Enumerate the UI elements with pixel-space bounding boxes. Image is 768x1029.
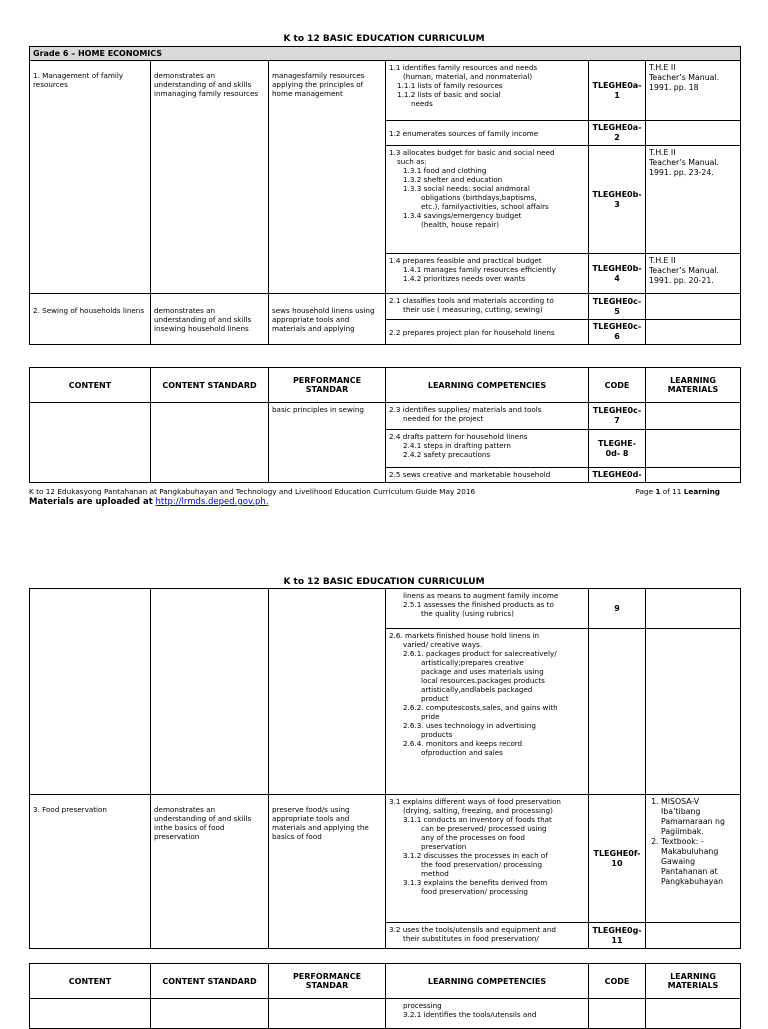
competency-cell: 2.2 prepares project plan for household linens (386, 320, 589, 345)
competency-cell (386, 146, 589, 254)
competency-line: 2.6. markets finished house hold linens in (389, 631, 540, 640)
page-of: of 11 (662, 487, 682, 496)
code-cell (589, 629, 646, 795)
materials-item: 1. MISOSA-V Iba’tibang Pamamaraan ng Pagiimbak. (661, 797, 737, 837)
code-cell: TLEGHE0a-1 (589, 61, 646, 121)
code-cell: TLEGHE-0d- 8 (589, 430, 646, 468)
competency-line: 2.1 classifies tools and materials according to (389, 296, 554, 305)
competency-line: 3.1.2 discusses the processes in each of (403, 851, 548, 860)
materials-cell (646, 629, 741, 795)
code-cell: 9 (589, 589, 646, 629)
competency-line: can be preserved/ processed using (421, 824, 547, 833)
competency-cell: 1.2 enumerates sources of family income (386, 121, 589, 146)
competency-line: 3.1.1 conducts an inventory of foods that (403, 815, 552, 824)
page-label: Page (635, 487, 654, 496)
code-cell: TLEGHE0b-3 (589, 146, 646, 254)
materials-cell (646, 923, 741, 949)
competency-line: 2.6.1. packages product for salecreatively/ (403, 649, 557, 658)
competency-line: 2.4.1 steps in drafting pattern (403, 441, 511, 450)
competency-cell (386, 795, 589, 923)
competency-line: linens as means to augment family income (403, 591, 559, 600)
materials-line: Teacher’s Manual. 1991. pp. 23-24. (649, 158, 720, 177)
table-row (30, 294, 741, 320)
competency-line: processing (403, 1001, 442, 1010)
header-learning-competencies: LEARNING COMPETENCIES (386, 368, 589, 403)
materials-cell (646, 61, 741, 121)
materials-cell (646, 254, 741, 294)
competency-line: (drying, salting, freezing, and processing) (403, 806, 553, 815)
curriculum-table-1 (29, 46, 741, 345)
competency-line: 1.3 allocates budget for basic and social need (389, 148, 555, 157)
competency-cell (386, 923, 589, 949)
performance-standard-cell: basic principles in sewing (269, 403, 386, 483)
competency-line: the quality (using rubrics) (421, 609, 514, 618)
competency-line: 1.3.3 social needs: social andmoral (403, 184, 530, 193)
competency-cell (386, 629, 589, 795)
competency-cell: 2.5 sews creative and marketable household (386, 468, 589, 483)
materials-line: Teacher’s Manual. 1991. pp. 20-21. (649, 266, 720, 285)
header-content: CONTENT (30, 964, 151, 999)
competency-line: needs (411, 99, 433, 108)
header-learning-competencies: LEARNING COMPETENCIES (386, 964, 589, 999)
code-cell: TLEGHE0d- (589, 468, 646, 483)
competency-line: 2.4 drafts pattern for household linens (389, 432, 528, 441)
performance-standard-cell: managesfamily resources applying the principles of home management (269, 61, 386, 294)
competency-line: 2.4.2 safety precautions (403, 450, 491, 459)
competency-line: such as: (397, 157, 427, 166)
competency-line: needed for the project (403, 414, 484, 423)
competency-line: ofproduction and sales (421, 748, 503, 757)
materials-cell (646, 403, 741, 430)
table-row (30, 61, 741, 121)
table-row (30, 403, 741, 430)
table-row (30, 795, 741, 923)
column-header-row (30, 964, 741, 999)
materials-cell (646, 589, 741, 629)
materials-cell (646, 320, 741, 345)
materials-cell (646, 430, 741, 468)
competency-line: 1.3.1 food and clothing (403, 166, 487, 175)
competency-line: 1.3.4 savings/emergency budget (403, 211, 522, 220)
code-cell: TLEGHE0c-7 (589, 403, 646, 430)
content-cell: 3. Food preservation (30, 795, 151, 949)
page-footer (29, 487, 740, 507)
performance-standard-cell (269, 589, 386, 795)
content-standard-cell (151, 999, 269, 1029)
competency-line: local resources.packages products (421, 676, 545, 685)
curriculum-table-3 (29, 588, 741, 949)
competency-line: 1.1.2 lists of basic and social (397, 90, 501, 99)
code-cell: TLEGHE0g-11 (589, 923, 646, 949)
lrmds-link[interactable]: http://lrmds.deped.gov.ph. (155, 497, 269, 507)
competency-line: 1.3.2 shelter and education (403, 175, 503, 184)
competency-line: package and uses materials using (421, 667, 544, 676)
performance-standard-cell: preserve food/s using appropriate tools and materials and applying the basics of food (269, 795, 386, 949)
materials-cell (646, 999, 741, 1029)
competency-cell (386, 254, 589, 294)
content-cell: 1. Management of family resources (30, 61, 151, 294)
materials-item: 2. Textbook: -Makabuluhang Gawaing Pantahanan at Pangkabuhayan (661, 837, 737, 887)
materials-line: T.H.E II (649, 256, 676, 265)
content-cell: 2. Sewing of households linens (30, 294, 151, 345)
competency-line: 3.2 uses the tools/utensils and equipment and (389, 925, 556, 934)
content-standard-cell: demonstrates an understanding of and skills inmanaging family resources (151, 61, 269, 294)
competency-line: 1.4 prepares feasible and practical budget (389, 256, 542, 265)
code-cell: TLEGHE0a-2 (589, 121, 646, 146)
header-code: CODE (589, 964, 646, 999)
grade-header: Grade 6 – HOME ECONOMICS (30, 47, 741, 61)
header-learning-materials: LEARNING MATERIALS (646, 964, 741, 999)
competency-line: 2.6.3. uses technology in advertising (403, 721, 536, 730)
competency-line: 2.3 identifies supplies/ materials and tools (389, 405, 542, 414)
competency-line: method (421, 869, 449, 878)
competency-cell (386, 61, 589, 121)
table-row (30, 999, 741, 1029)
header-code: CODE (589, 368, 646, 403)
materials-line: Teacher’s Manual. 1991. pp. 18 (649, 73, 720, 92)
competency-line: 3.1 explains different ways of food preservation (389, 797, 561, 806)
header-learning-materials: LEARNING MATERIALS (646, 368, 741, 403)
content-standard-cell (151, 589, 269, 795)
materials-cell (646, 795, 741, 923)
competency-line: food preservation/ processing (421, 887, 528, 896)
header-performance-standard: PERFORMANCE STANDAR (269, 368, 386, 403)
competency-line: preservation (421, 842, 467, 851)
competency-line: 1.4.2 prioritizes needs over wants (403, 274, 526, 283)
footer-text: K to 12 Edukasyong Pantahanan at Pangkabuhayan and Technology and Livelihood Education Curriculum Guide May 2016 (29, 487, 476, 496)
content-cell (30, 403, 151, 483)
code-cell: TLEGHE0b-4 (589, 254, 646, 294)
competency-line: pride (421, 712, 440, 721)
page-number: 1 (655, 487, 661, 496)
competency-cell (386, 589, 589, 629)
performance-standard-cell: sews household linens using appropriate tools and materials and applying (269, 294, 386, 345)
competency-line: 2.6.4. monitors and keeps record (403, 739, 523, 748)
competency-line: artistically,andlabels packaged (421, 685, 533, 694)
competency-line: 1.1.1 lists of family resources (397, 81, 503, 90)
footer-materials-text: Materials are uploaded at (29, 497, 153, 507)
competency-cell (386, 294, 589, 320)
competency-line: 1.4.1 manages family resources efficiently (403, 265, 556, 274)
competency-line: 3.2.1 identifies the tools/utensils and (403, 1010, 537, 1019)
competency-line: 3.1.3 explains the benefits derived from (403, 878, 548, 887)
competency-line: artistically;prepares creative (421, 658, 524, 667)
competency-line: their use ( measuring, cutting, sewing) (403, 305, 543, 314)
content-cell (30, 999, 151, 1029)
competency-line: products (421, 730, 453, 739)
competency-line: (health, house repair) (421, 220, 500, 229)
table-row (30, 589, 741, 629)
footer-learning: Learning (683, 487, 720, 496)
materials-cell (646, 121, 741, 146)
page-title: K to 12 BASIC EDUCATION CURRICULUM (283, 34, 485, 44)
competency-line: obligations (birthdays,baptisms, (421, 193, 537, 202)
competency-line: any of the processes on food (421, 833, 525, 842)
content-standard-cell: demonstrates an understanding of and skills inthe basics of food preservation (151, 795, 269, 949)
code-cell: TLEGHE0c-5 (589, 294, 646, 320)
content-cell (30, 589, 151, 795)
competency-cell (386, 430, 589, 468)
curriculum-table-4 (29, 963, 741, 1029)
competency-line: 2.5.1 assesses the finished products as to (403, 600, 554, 609)
materials-line: T.H.E II (649, 63, 676, 72)
grade-header-row (30, 47, 741, 61)
competency-cell (386, 999, 589, 1029)
materials-cell (646, 146, 741, 254)
competency-line: product (421, 694, 449, 703)
materials-list (649, 797, 737, 887)
materials-line: T.H.E II (649, 148, 676, 157)
header-content: CONTENT (30, 368, 151, 403)
column-header-row (30, 368, 741, 403)
code-cell: TLEGHE0f-10 (589, 795, 646, 923)
content-standard-cell: demonstrates an understanding of and skills insewing household linens (151, 294, 269, 345)
performance-standard-cell (269, 999, 386, 1029)
competency-cell (386, 403, 589, 430)
header-content-standard: CONTENT STANDARD (151, 368, 269, 403)
competency-line: 1.1 identifies family resources and needs (389, 63, 538, 72)
materials-cell (646, 294, 741, 320)
competency-line: the food preservation/ processing (421, 860, 543, 869)
page-title: K to 12 BASIC EDUCATION CURRICULUM (283, 577, 485, 587)
competency-line: their substitutes in food preservation/ (403, 934, 539, 943)
competency-line: 2.6.2. computescosts,sales, and gains with (403, 703, 558, 712)
materials-cell (646, 468, 741, 483)
competency-line: (human, material, and nonmaterial) (403, 72, 533, 81)
code-cell (589, 999, 646, 1029)
header-performance-standard: PERFORMANCE STANDAR (269, 964, 386, 999)
content-standard-cell (151, 403, 269, 483)
competency-line: varied/ creative ways. (403, 640, 483, 649)
code-cell: TLEGHE0c-6 (589, 320, 646, 345)
header-content-standard: CONTENT STANDARD (151, 964, 269, 999)
curriculum-table-2 (29, 367, 741, 483)
competency-line: etc.), familyactivities, school affairs (421, 202, 549, 211)
